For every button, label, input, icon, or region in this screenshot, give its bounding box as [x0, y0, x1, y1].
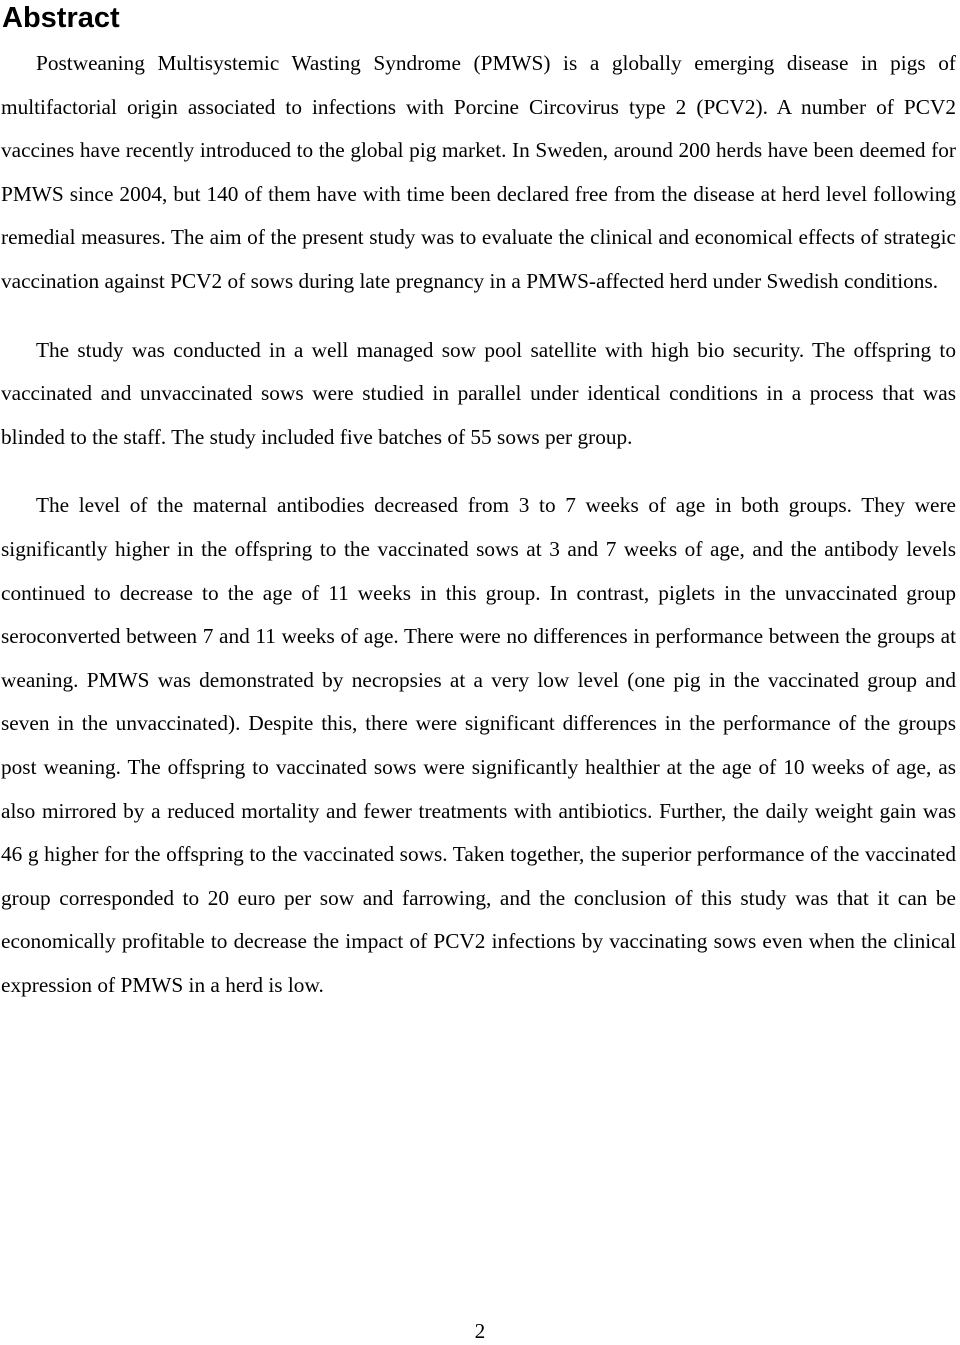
section-heading: Abstract — [2, 2, 120, 34]
abstract-body — [1, 42, 956, 1032]
abstract-paragraph-3: The level of the maternal antibodies decreased from 3 to 7 weeks of age in both groups. They were significantly higher in the offspring to the vaccinated sows at 3 and 7 weeks of age, and the antibody levels continued to decrease to the age of 11 weeks in this group. In contrast, piglets in the unvaccinated group seroconverted between 7 and 11 weeks of age. There were no differences in performance between the groups at weaning. PMWS was demonstrated by necropsies at a very low level (one pig in the vaccinated group and seven in the unvaccinated). Despite this, there were significant differences in the performance of the groups post weaning. The offspring to vaccinated sows were significantly healthier at the age of 10 weeks of age, as also mirrored by a reduced mortality and fewer treatments with antibiotics. Further, the daily weight gain was 46 g higher for the offspring to the vaccinated sows. Taken together, the superior performance of the vaccinated group corresponded to 20 euro per sow and farrowing, and the conclusion of this study was that it can be economically profitable to decrease the impact of PCV2 infections by vaccinating sows even when the clinical expression of PMWS in a herd is low. — [1, 493, 956, 997]
abstract-paragraph-2: The study was conducted in a well managed sow pool satellite with high bio security. The offspring to vaccinated and unvaccinated sows were studied in parallel under identical conditions in a process that was blinded to the staff. The study included five batches of 55 sows per group. — [1, 337, 956, 449]
page-number: 2 — [474, 1319, 486, 1343]
abstract-paragraph-1: Postweaning Multisystemic Wasting Syndrome (PMWS) is a globally emerging disease in pigs of multifactorial origin associated to infections with Porcine Circovirus type 2 (PCV2). A number of PCV2 vaccines have recently introduced to the global pig market. In Sweden, around 200 herds have been deemed for PMWS since 2004, but 140 of them have with time been declared free from the disease at herd level following remedial measures. The aim of the present study was to evaluate the clinical and economical effects of strategic vaccination against PCV2 of sows during late pregnancy in a PMWS-affected herd under Swedish conditions. — [1, 51, 956, 293]
